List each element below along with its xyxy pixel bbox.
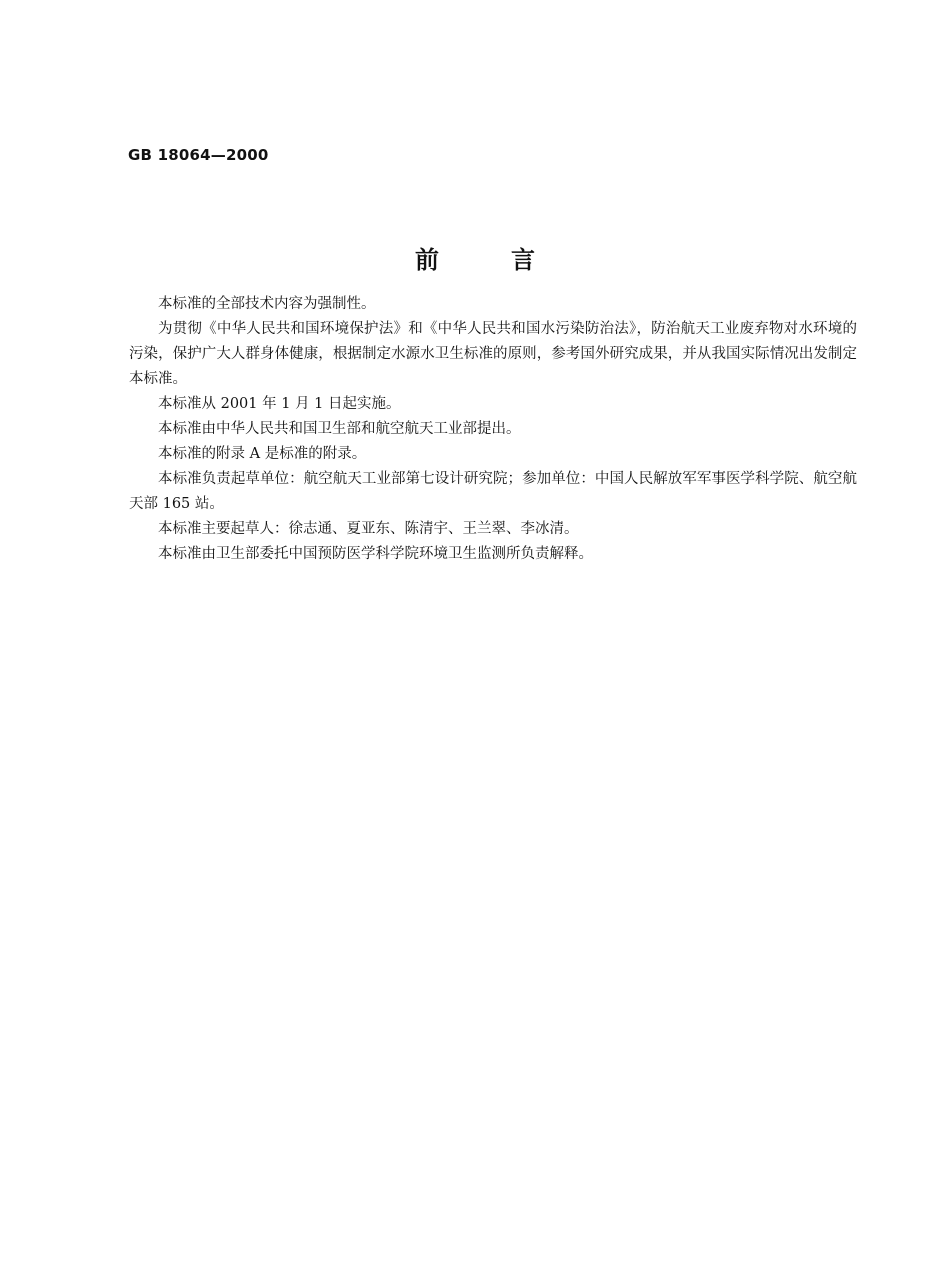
paragraph-appendix: 本标准的附录 A 是标准的附录。 xyxy=(158,446,367,462)
paragraph-proposer: 本标准由中华人民共和国卫生部和航空航天工业部提出。 xyxy=(158,421,521,437)
paragraph-drafters: 本标准主要起草人：徐志通、夏亚东、陈清宇、王兰翠、李冰清。 xyxy=(158,521,579,537)
standard-code: GB 18064—2000 xyxy=(128,146,269,164)
foreword-body xyxy=(129,292,857,567)
paragraph-interpretation: 本标准由卫生部委托中国预防医学科学院环境卫生监测所负责解释。 xyxy=(158,546,593,562)
paragraph-mandatory: 本标准的全部技术内容为强制性。 xyxy=(158,296,376,312)
paragraph-effective-date: 本标准从 2001 年 1 月 1 日起实施。 xyxy=(158,396,401,412)
paragraph-drafting-units: 本标准负责起草单位：航空航天工业部第七设计研究院；参加单位：中国人民解放军军事医学科学院、航空航天部 165 站。 xyxy=(129,471,857,512)
page-title: 前言 xyxy=(415,246,607,274)
paragraph-purpose: 为贯彻《中华人民共和国环境保护法》和《中华人民共和国水污染防治法》，防治航天工业废弃物对水环境的污染，保护广大人群身体健康，根据制定水源水卫生标准的原则，参考国外研究成果，并从我国实际情况出发制定本标准。 xyxy=(129,321,857,387)
